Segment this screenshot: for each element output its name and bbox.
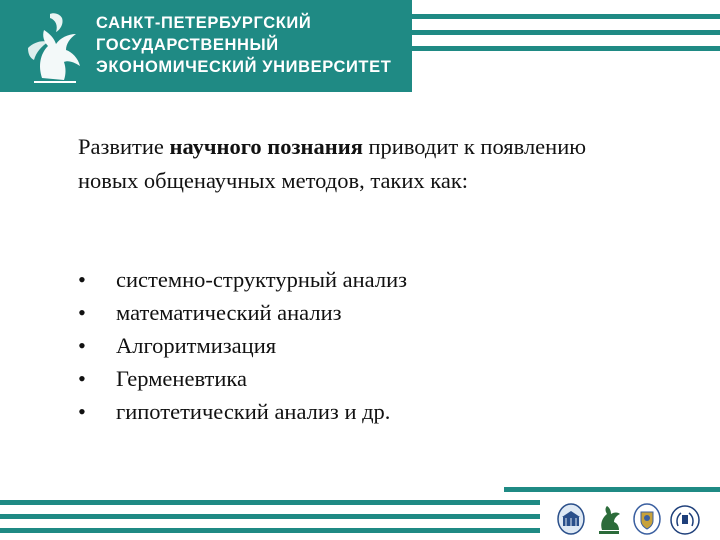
laurel-emblem-icon bbox=[668, 504, 702, 536]
list-item bbox=[78, 395, 407, 428]
footer-stripe-2 bbox=[0, 500, 540, 505]
university-name bbox=[96, 12, 391, 78]
university-name-line-3: ЭКОНОМИЧЕСКИЙ УНИВЕРСИТЕТ bbox=[96, 58, 392, 76]
method-label: Герменевтика bbox=[116, 366, 247, 391]
bullet-icon: • bbox=[78, 399, 86, 424]
intro-text-end: приводит к появлению новых общенаучных методов, таких как: bbox=[78, 134, 587, 193]
bullet-icon: • bbox=[78, 366, 86, 391]
bullet-icon: • bbox=[78, 300, 86, 325]
methods-list bbox=[78, 263, 407, 428]
griffin-emblem-icon bbox=[594, 502, 624, 536]
method-label: математический анализ bbox=[116, 300, 342, 325]
header-stripe-3 bbox=[396, 46, 720, 51]
footer-stripe-4 bbox=[0, 528, 540, 533]
footer-stripe-3 bbox=[0, 514, 540, 519]
method-label: гипотетический анализ и др. bbox=[116, 399, 391, 424]
university-building-emblem-icon bbox=[556, 502, 586, 536]
list-item bbox=[78, 362, 407, 395]
crest-emblem-icon bbox=[632, 502, 662, 536]
method-label: Алгоритмизация bbox=[116, 333, 277, 358]
intro-paragraph bbox=[78, 130, 638, 198]
bullet-icon: • bbox=[78, 333, 86, 358]
intro-text-start: Развитие bbox=[78, 134, 170, 159]
list-item bbox=[78, 329, 407, 362]
header-stripe-2 bbox=[360, 30, 720, 35]
university-name-line-2: ГОСУДАРСТВЕННЫЙ bbox=[96, 36, 279, 54]
griffin-logo-icon bbox=[20, 8, 92, 86]
intro-emphasis: научного познания bbox=[169, 134, 363, 159]
list-item bbox=[78, 263, 407, 296]
university-name-line-1: САНКТ-ПЕТЕРБУРГСКИЙ bbox=[96, 14, 312, 32]
method-label: системно-структурный анализ bbox=[116, 267, 408, 292]
bullet-icon: • bbox=[78, 267, 86, 292]
header-stripe-1 bbox=[318, 14, 720, 19]
footer-stripe-1 bbox=[504, 487, 720, 492]
list-item bbox=[78, 296, 407, 329]
